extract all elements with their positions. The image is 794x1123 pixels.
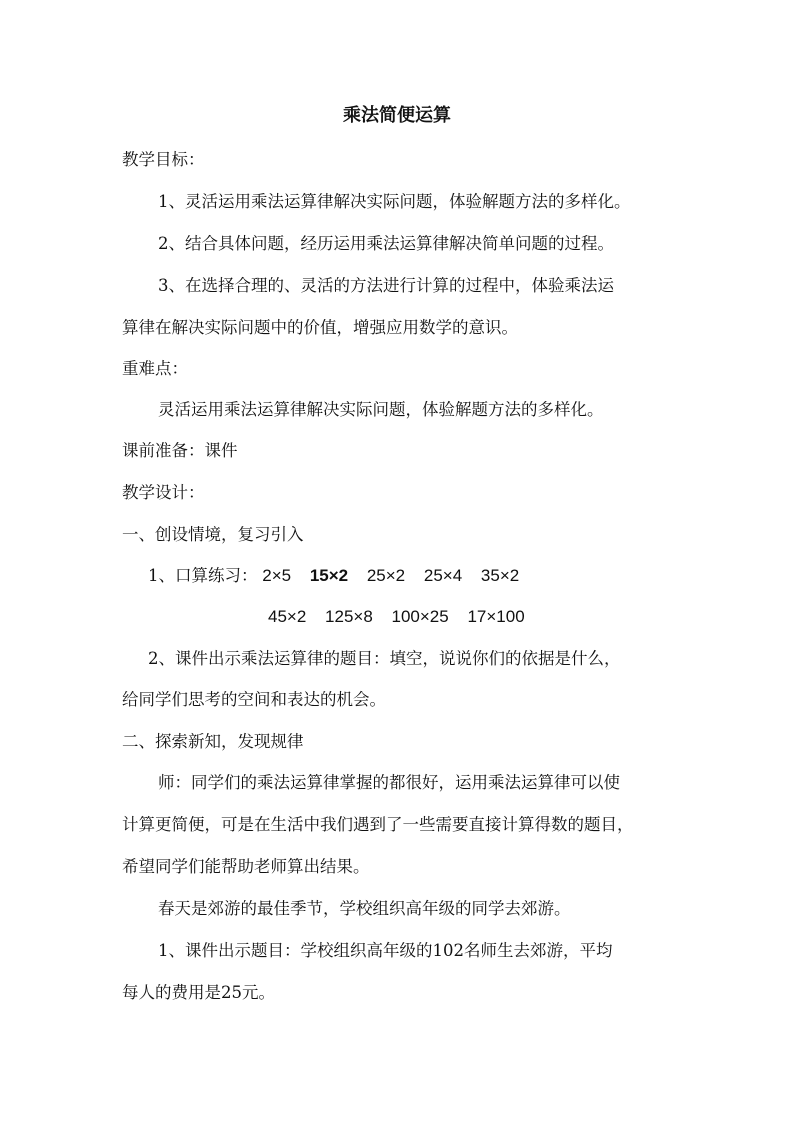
item-2-line1: 2、课件出示乘法运算律的题目：填空，说说你们的依据是什么， bbox=[148, 649, 621, 668]
oral-item: 125×8 bbox=[325, 607, 373, 626]
teacher-line1: 师：同学们的乘法运算律掌握的都很好，运用乘法运算律可以使 bbox=[158, 773, 620, 792]
oral-practice-row-1 bbox=[148, 566, 533, 586]
oral-item: 25×2 bbox=[366, 566, 406, 585]
section-2-heading: 二、探索新知，发现规律 bbox=[122, 732, 304, 751]
item-2-line2: 给同学们思考的空间和表达的机会。 bbox=[122, 690, 386, 709]
objectives-heading: 教学目标： bbox=[122, 150, 205, 169]
objective-1: 1、灵活运用乘法运算律解决实际问题，体验解题方法的多样化。 bbox=[158, 192, 631, 211]
oral-practice-label: 1、口算练习： bbox=[148, 566, 258, 585]
teacher-line3: 希望同学们能帮助老师算出结果。 bbox=[122, 857, 370, 876]
oral-item: 35×2 bbox=[480, 566, 520, 585]
section-1-heading: 一、创设情境，复习引入 bbox=[122, 525, 304, 544]
objective-3-line1: 3、在选择合理的、灵活的方法进行计算的过程中，体验乘法运 bbox=[158, 276, 614, 295]
oral-practice-row-2 bbox=[268, 607, 539, 627]
oral-item: 17×100 bbox=[467, 607, 525, 626]
objective-2: 2、结合具体问题，经历运用乘法运算律解决简单问题的过程。 bbox=[158, 234, 614, 253]
oral-item: 100×25 bbox=[391, 607, 449, 626]
oral-item: 15×2 bbox=[309, 566, 349, 585]
teacher-line2: 计算更简便，可是在生活中我们遇到了一些需要直接计算得数的题目， bbox=[122, 815, 634, 834]
objective-3-line2: 算律在解决实际问题中的价值，增强应用数学的意识。 bbox=[122, 318, 518, 337]
key-points-text: 灵活运用乘法运算律解决实际问题，体验解题方法的多样化。 bbox=[158, 400, 604, 419]
oral-item: 2×5 bbox=[262, 566, 292, 585]
oral-item: 25×4 bbox=[423, 566, 463, 585]
oral-item: 45×2 bbox=[268, 607, 307, 626]
spring-paragraph: 春天是郊游的最佳季节，学校组织高年级的同学去郊游。 bbox=[158, 899, 571, 918]
problem-line1: 1、课件出示题目：学校组织高年级的102名师生去郊游，平均 bbox=[158, 941, 613, 960]
key-points-heading: 重难点： bbox=[122, 359, 188, 378]
preparation-line: 课前准备：课件 bbox=[122, 441, 238, 460]
page-title: 乘法简便运算 bbox=[343, 105, 451, 126]
design-heading: 教学设计： bbox=[122, 483, 205, 502]
problem-line2: 每人的费用是25元。 bbox=[122, 983, 275, 1002]
